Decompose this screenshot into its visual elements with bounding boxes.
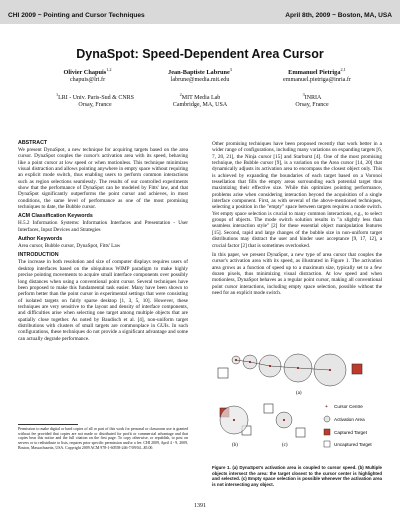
figure-legend (324, 404, 372, 447)
affiliation-line: MIT Media Lab (181, 95, 221, 101)
author-name: Emmanuel Pietriga (288, 69, 341, 76)
affiliation-sup: 2 (179, 92, 182, 97)
affiliation-sup: 3 (302, 92, 305, 97)
cursor-center (235, 359, 237, 361)
author-sup: 3 (229, 66, 232, 72)
cursor-center (297, 367, 299, 369)
panel-a (218, 354, 362, 396)
panel-c (264, 404, 305, 448)
figure-illustration (212, 346, 382, 464)
legend-label: Activation Area (334, 417, 365, 422)
author-sup: 1,2 (106, 66, 112, 72)
panel-b (220, 406, 251, 448)
cursor-center (329, 369, 331, 371)
keywords-text: Area cursor, Bubble cursor, DynaSpot, Fitts' Law (18, 243, 121, 250)
keywords-heading: Author Keywords (18, 236, 63, 243)
legend-label: Captured Target (334, 430, 367, 435)
legend-symbol: + (325, 404, 328, 410)
author-email: emmanuel.pietriga@inria.fr (283, 77, 351, 84)
copyright-notice: Permission to make digital or hard copies of all or part of this work for personal or classroom use is granted without fee provided that copies are not made or distributed for profit or commercial advantage and that copies bear this notice and the full citation on the first page. To copy otherwise, or republish, to post on servers or to redistribute to lists, requires prior specific permission and/or a fee. CHI 2009, April 4 - 9, 2009, Boston, Massachusetts, USA. Copyright 2009 ACM 978-1-60558-246-7/09/04...$5.00. (18, 427, 188, 450)
uncaptured-target (264, 404, 273, 413)
figure-caption (212, 465, 382, 487)
footnote-rule (18, 424, 78, 425)
left-column (18, 140, 188, 345)
running-header-right: April 8th, 2009 ~ Boston, MA, USA (285, 12, 392, 19)
affiliation-1 (40, 92, 150, 109)
affiliation-line: Orsay, France (295, 102, 329, 108)
uncaptured-target (296, 428, 305, 437)
body-paragraph: In this paper, we present DynaSpot, a new type of area cursor that couples the cursor's activation area with its speed, as illustrated in Figure 1. The activation area grows as a function of speed up to a maximum size, typically set to a few dozen pixels, thus minimizing visual distraction. At low speed and when motionless, DynaSpot behaves as a regular point cursor, making all conventional point cursor interactions, including empty space selection, possible without the need for an explicit mode switch. (212, 251, 382, 296)
affiliation-3 (262, 92, 362, 109)
introduction-heading: INTRODUCTION (18, 252, 59, 259)
figure-1 (212, 346, 382, 464)
classification-text: H.5.2 Information Systems: Information Interfaces and Presentation - User Interfaces, Input Devices and Strategies (18, 220, 188, 233)
author-email: chapuis@lri.fr (69, 77, 106, 84)
author-email: labrune@media.mit.edu (170, 77, 230, 84)
body-paragraph: Other promising techniques have been proposed recently that work better in a wider range of configurations, including many variations on expanding targets [6, 7, 20, 21], the Ninja cursor [15] and Starburst [4]. One of the most promising technique, the Bubble cursor [9], is a variation on the Area cursor [14, 20] that dynamically adjusts its activation area to encompass the closest object only. This is achieved by expanding the boundaries of each target based on a Voronoi tessellation that fills the empty areas surrounding each potential target thus maximizing their effective size. While this optimizes pointing performance, problems arise when considering interaction beyond the acquisition of a single interface component. First, as with several of the above-mentioned techniques, selecting a position in the "empty" space between targets requires a mode switch. Yet empty space selection is crucial to many common interactions, e.g., to select groups of objects. The mode switch solution results in "a slightly less than seamless interaction style" [2] for these essential object manipulation features [15]. Second, rapid and large changes of the bubble size in non-uniform target distributions may distract the user and hinder user acceptance [9, 17, 12], a crucial factor [2] that is sometimes overlooked. (212, 141, 382, 249)
affiliation-line: Cambridge, MA, USA (172, 102, 228, 108)
cursor-center (233, 419, 235, 421)
panel-label: (a) (296, 391, 302, 396)
paper-title: DynaSpot: Speed-Dependent Area Cursor (76, 47, 324, 61)
captured-target (352, 364, 362, 374)
legend-symbol (324, 441, 330, 447)
affiliation-line: Orsay, France (78, 102, 112, 108)
figure-caption-text: Figure 1. (a) DynaSpot's activation area is coupled to cursor speed. (b) Multiple objects intersect the area: the target closest to the cursor center is highlighted and selected. (c) Empty space selection is possible whenever the activation area is not intersecting any object. (212, 465, 382, 487)
abstract-heading: ABSTRACT (18, 140, 48, 146)
abstract-text: We present DynaSpot, a new technique for acquiring targets based on the area cursor. DynaSpot couples the cursor's activation area with its speed, behaving like a point cursor at low speed or when motionless. This technique minimizes visual distraction and allows pointing anywhere in empty space without requiring an explicit mode switch, thus enabling users to perform common interactions such as region selections seamlessly. The results of our controlled experiments show that the performance of DynaSpot can be modeled by Fitts' law, and that DynaSpot significantly outperforms the point cursor and achieves, in most conditions, the same level of performance as one of the most promising techniques to date, the Bubble cursor. (18, 147, 188, 211)
legend-label: Cursor Centre (334, 404, 363, 409)
affiliation-sup: 1 (55, 92, 59, 97)
author-name: Olivier Chapuis (63, 69, 107, 76)
page-number: 1391 (194, 503, 206, 509)
running-header (0, 0, 400, 24)
author-block-1 (40, 66, 135, 84)
author-block-3 (262, 66, 372, 84)
running-header-left: CHI 2009 ~ Pointing and Cursor Techniques (8, 12, 145, 19)
legend-symbol (324, 429, 330, 435)
legend-label: Uncaptured Target (334, 442, 372, 447)
panel-label: (c) (282, 443, 288, 448)
classification-heading: ACM Classification Keywords (18, 213, 93, 220)
introduction-text: The increase in both resolution and size of computer displays requires users of desktop interfaces based on the ubiquitous WIMP paradigm to make highly precise pointing movements to acquire small interface components over possibly long distances when using a conventional point cursor. Several techniques have been proposed to make this fundamental task easier. Many have been shown to perform better than the point cursor in experimental settings that were consisting of isolated targets on fairly sparse desktop [1, 3, 5, 10]. However, these techniques are very sensitive to the layout and density of interface components, and difficulties arise when selecting one target among multiple objects that are spatially close together. As noted by Baudisch et al. [4], non-uniform target distributions with clusters of small targets are commonplace in GUIs. In such configurations, these techniques do not provide a significant advantage and some can actually degrade performance. (18, 259, 188, 342)
uncaptured-target (218, 368, 228, 378)
legend-symbol (324, 416, 330, 422)
cursor-center (249, 361, 251, 363)
affiliation-line: LRI - Univ. Paris-Sud & CNRS (58, 95, 135, 101)
panel-label: (b) (232, 443, 238, 448)
cursor-center (283, 419, 285, 421)
cursor-center (269, 365, 271, 367)
author-block-2 (145, 66, 255, 84)
author-sup: 2,1 (340, 66, 346, 72)
affiliation-line: INRIA (304, 95, 322, 101)
affiliation-2 (150, 92, 250, 109)
author-name: Jean-Baptiste Labrune (168, 69, 230, 76)
right-column (212, 141, 382, 299)
